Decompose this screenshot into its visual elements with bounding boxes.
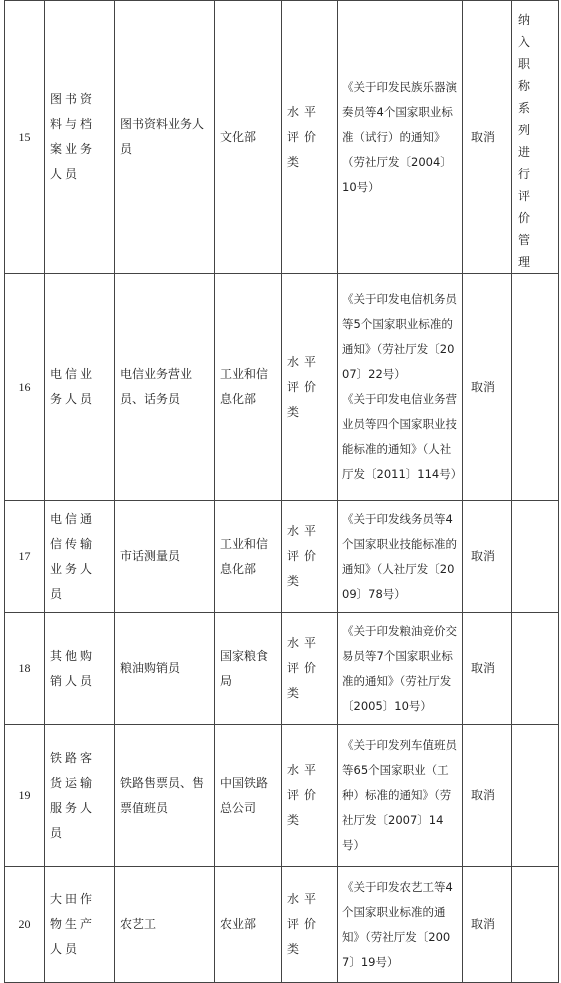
evaluation-type: 水平评价类 [282, 501, 338, 613]
occupation-category: 电信业务人员 [45, 274, 115, 501]
table-row [5, 274, 559, 501]
basis-document: 《关于印发民族乐器演奏员等4个国家职业标准（试行）的通知》（劳社厅发〔2004〕10号） [342, 79, 457, 194]
basis-document: 《关于印发列车值班员等65个国家职业（工种）标准的通知》（劳社厅发〔2007〕14号） [342, 738, 457, 852]
row-number: 18 [5, 613, 45, 725]
row-number: 20 [5, 867, 45, 983]
note [512, 867, 559, 983]
note [512, 274, 559, 501]
action: 取消 [463, 867, 512, 983]
note [512, 725, 559, 867]
department: 国家粮食局 [215, 613, 282, 725]
evaluation-type: 水平评价类 [282, 867, 338, 983]
row-number: 16 [5, 274, 45, 501]
occupation-qualification-table [4, 0, 559, 983]
occupation-name: 图书资料业务人员 [115, 1, 215, 274]
basis-document: 《关于印发农艺工等4个国家职业标准的通知》（劳社厅发〔2007〕19号） [342, 879, 453, 969]
occupation-category: 电信通信传输业务人员 [45, 501, 115, 613]
action: 取消 [463, 613, 512, 725]
basis-document: 《关于印发电信机务员等5个国家职业标准的通知》（劳社厅发〔2007〕22号） [342, 292, 457, 381]
basis-documents [338, 1, 463, 274]
department: 农业部 [215, 867, 282, 983]
note [512, 501, 559, 613]
basis-documents [338, 613, 463, 725]
evaluation-type: 水平评价类 [282, 1, 338, 274]
basis-documents [338, 725, 463, 867]
occupation-name: 粮油购销员 [115, 613, 215, 725]
department: 中国铁路总公司 [215, 725, 282, 867]
basis-documents [338, 274, 463, 501]
action: 取消 [463, 501, 512, 613]
occupation-category: 大田作物生产人员 [45, 867, 115, 983]
note [512, 613, 559, 725]
table-row [5, 725, 559, 867]
evaluation-type: 水平评价类 [282, 725, 338, 867]
row-number: 17 [5, 501, 45, 613]
evaluation-type: 水平评价类 [282, 613, 338, 725]
row-number: 15 [5, 1, 45, 274]
occupation-name: 市话测量员 [115, 501, 215, 613]
action: 取消 [463, 1, 512, 274]
table-row [5, 867, 559, 983]
occupation-name: 铁路售票员、售票值班员 [115, 725, 215, 867]
basis-document: 《关于印发粮油竞价交易员等7个国家职业标准的通知》（劳社厅发〔2005〕10号） [342, 623, 457, 713]
basis-documents [338, 867, 463, 983]
occupation-category: 铁路客货运输服务人员 [45, 725, 115, 867]
table-row [5, 501, 559, 613]
row-number: 19 [5, 725, 45, 867]
basis-documents [338, 501, 463, 613]
table-row [5, 613, 559, 725]
occupation-category: 图书资料与档案业务人员 [45, 1, 115, 274]
occupation-category: 其他购销人员 [45, 613, 115, 725]
action: 取消 [463, 725, 512, 867]
department: 工业和信息化部 [215, 501, 282, 613]
evaluation-type: 水平评价类 [282, 274, 338, 501]
note: 纳入职称系列进行评价管理 [512, 1, 559, 274]
basis-document: 《关于印发线务员等4个国家职业技能标准的通知》（人社厅发〔2009〕78号） [342, 511, 457, 601]
table-body [5, 1, 559, 983]
occupation-name: 农艺工 [115, 867, 215, 983]
occupation-name: 电信业务营业员、话务员 [115, 274, 215, 501]
basis-document: 《关于印发电信业务营业员等四个国家职业技能标准的通知》（人社厅发〔2011〕114号） [342, 392, 463, 481]
department: 文化部 [215, 1, 282, 274]
department: 工业和信息化部 [215, 274, 282, 501]
table-row [5, 1, 559, 274]
action: 取消 [463, 274, 512, 501]
